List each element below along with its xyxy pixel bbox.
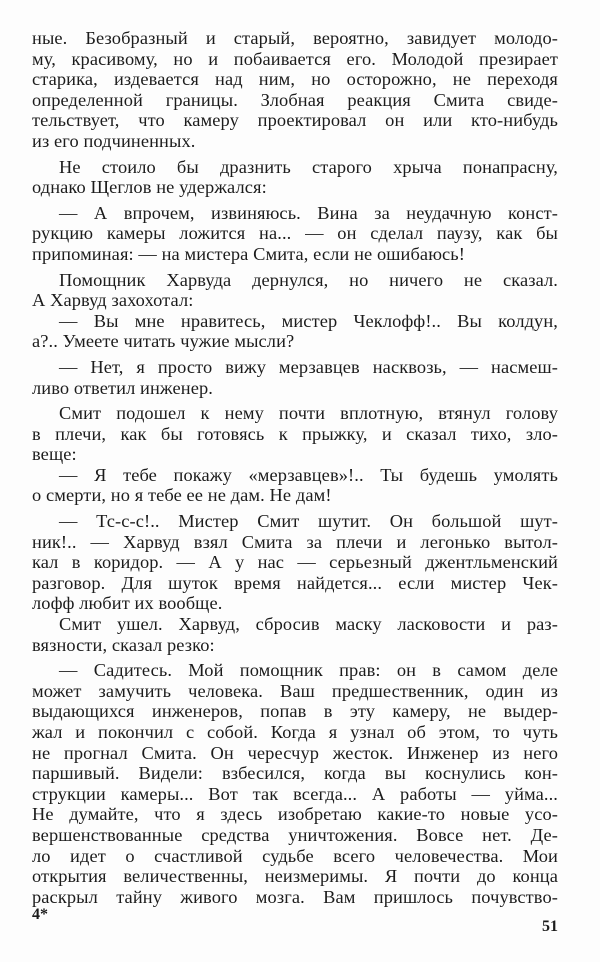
text-line: Смит подошел к нему почти вплотную, втянул голову [59,403,558,424]
text-line: Не стоило бы дразнить старого хрыча понапрасну, [59,156,558,177]
text-line: — Садитесь. Мой помощник прав: он в самом деле [59,660,558,681]
text-line: вязности, сказал резко: [32,634,215,655]
text-line: определенной границы. Злобная реакция Смита свиде- [32,89,558,110]
text-line: не прогнал Смита. Он чересчур жесток. Инженер из него [32,742,558,763]
text-line: — Я тебе покажу «мерзавцев»!.. Ты будешь умолять [59,464,558,485]
text-line: может замучить человека. Ваш предшественник, один из [32,680,558,701]
text-line: ные. Безобразный и старый, вероятно, завидует молодо- [32,28,558,48]
text-line: жал и покончил с собой. Когда я узнал об этом, то чуть [32,722,558,742]
text-line: му, красивому, но и побаивается его. Молодой презирает [32,48,558,69]
paragraph [32,403,558,465]
paragraph [32,311,558,352]
signature-mark: 4* [32,906,48,923]
paragraph [32,203,558,265]
text-line: — А впрочем, извиняюсь. Вина за неудачную конст- [59,202,558,223]
page-number: 51 [542,918,558,935]
text-line: струкции камеры... Вот так всегда... А работы — уйма... [32,783,558,804]
paragraph [32,511,558,614]
text-line: рукцию камеры ложится на... — он сделал паузу, как бы [32,223,558,244]
paragraph [32,270,558,311]
text-line: лофф любит их вообще. [32,593,223,614]
paragraph [32,660,558,907]
text-line: о смерти, но я тебе ее не дам. Не дам! [32,485,332,506]
text-line: веще: [32,444,77,465]
paragraph [32,28,558,152]
text-line: кал в коридор. — А у нас — серьезный джентльменский [32,552,558,573]
text-line: старика, издевается над ним, но осторожно, не переходя [32,69,558,90]
text-line: разговор. Для шуток время найдется... если мистер Чек- [32,572,558,593]
text-line: припоминая: — на мистера Смита, если не ошибаюсь! [32,243,466,264]
page-text [32,28,558,907]
text-line: ник!.. — Харвуд взял Смита за плечи и легонько вытол- [32,531,558,552]
text-line: Не думайте, что я здесь изобретаю какие-то новые усо- [32,804,558,825]
paragraph [32,614,558,655]
text-line: тельствует, что камеру проектировал он или кто-нибудь [32,110,558,131]
text-line: ло идет о счастливой судьбе всего человечества. Мои [32,845,558,866]
text-line: Помощник Харвуда дернулся, но ничего не сказал. [59,269,558,290]
text-line: раскрыл тайну живого мозга. Вам пришлось почувство- [32,886,558,907]
text-line: вершенствованные средства уничтожения. Вовсе нет. Де- [32,824,558,845]
text-line: однако Щеглов не удержался: [32,177,267,198]
paragraph [32,157,558,198]
text-line: паршивый. Видели: взбесился, когда вы коснулись кон- [32,763,558,784]
text-line: А Харвуд захохотал: [32,290,194,311]
text-line: выдающихся инженеров, попав в эту камеру, не выдер- [32,701,558,722]
text-line: — Тс-с-с!.. Мистер Смит шутит. Он большой шут- [59,511,558,532]
page-footer [32,906,558,935]
paragraph [32,357,558,398]
text-line: — Нет, я просто вижу мерзавцев насквозь, — насмеш- [59,356,558,377]
text-line: открытия величественны, неизмеримы. Я почти до конца [32,866,558,887]
text-line: ливо ответил инженер. [32,377,213,398]
text-line: — Вы мне нравитесь, мистер Чеклофф!.. Вы колдун, [59,310,558,331]
text-line: а?.. Умеете читать чужие мысли? [32,331,295,352]
text-line: из его подчиненных. [32,130,196,151]
text-line: Смит ушел. Харвуд, сбросив маску ласковости и раз- [59,614,558,635]
paragraph [32,465,558,506]
text-line: в плечи, как бы готовясь к прыжку, и сказал тихо, зло- [32,423,558,444]
